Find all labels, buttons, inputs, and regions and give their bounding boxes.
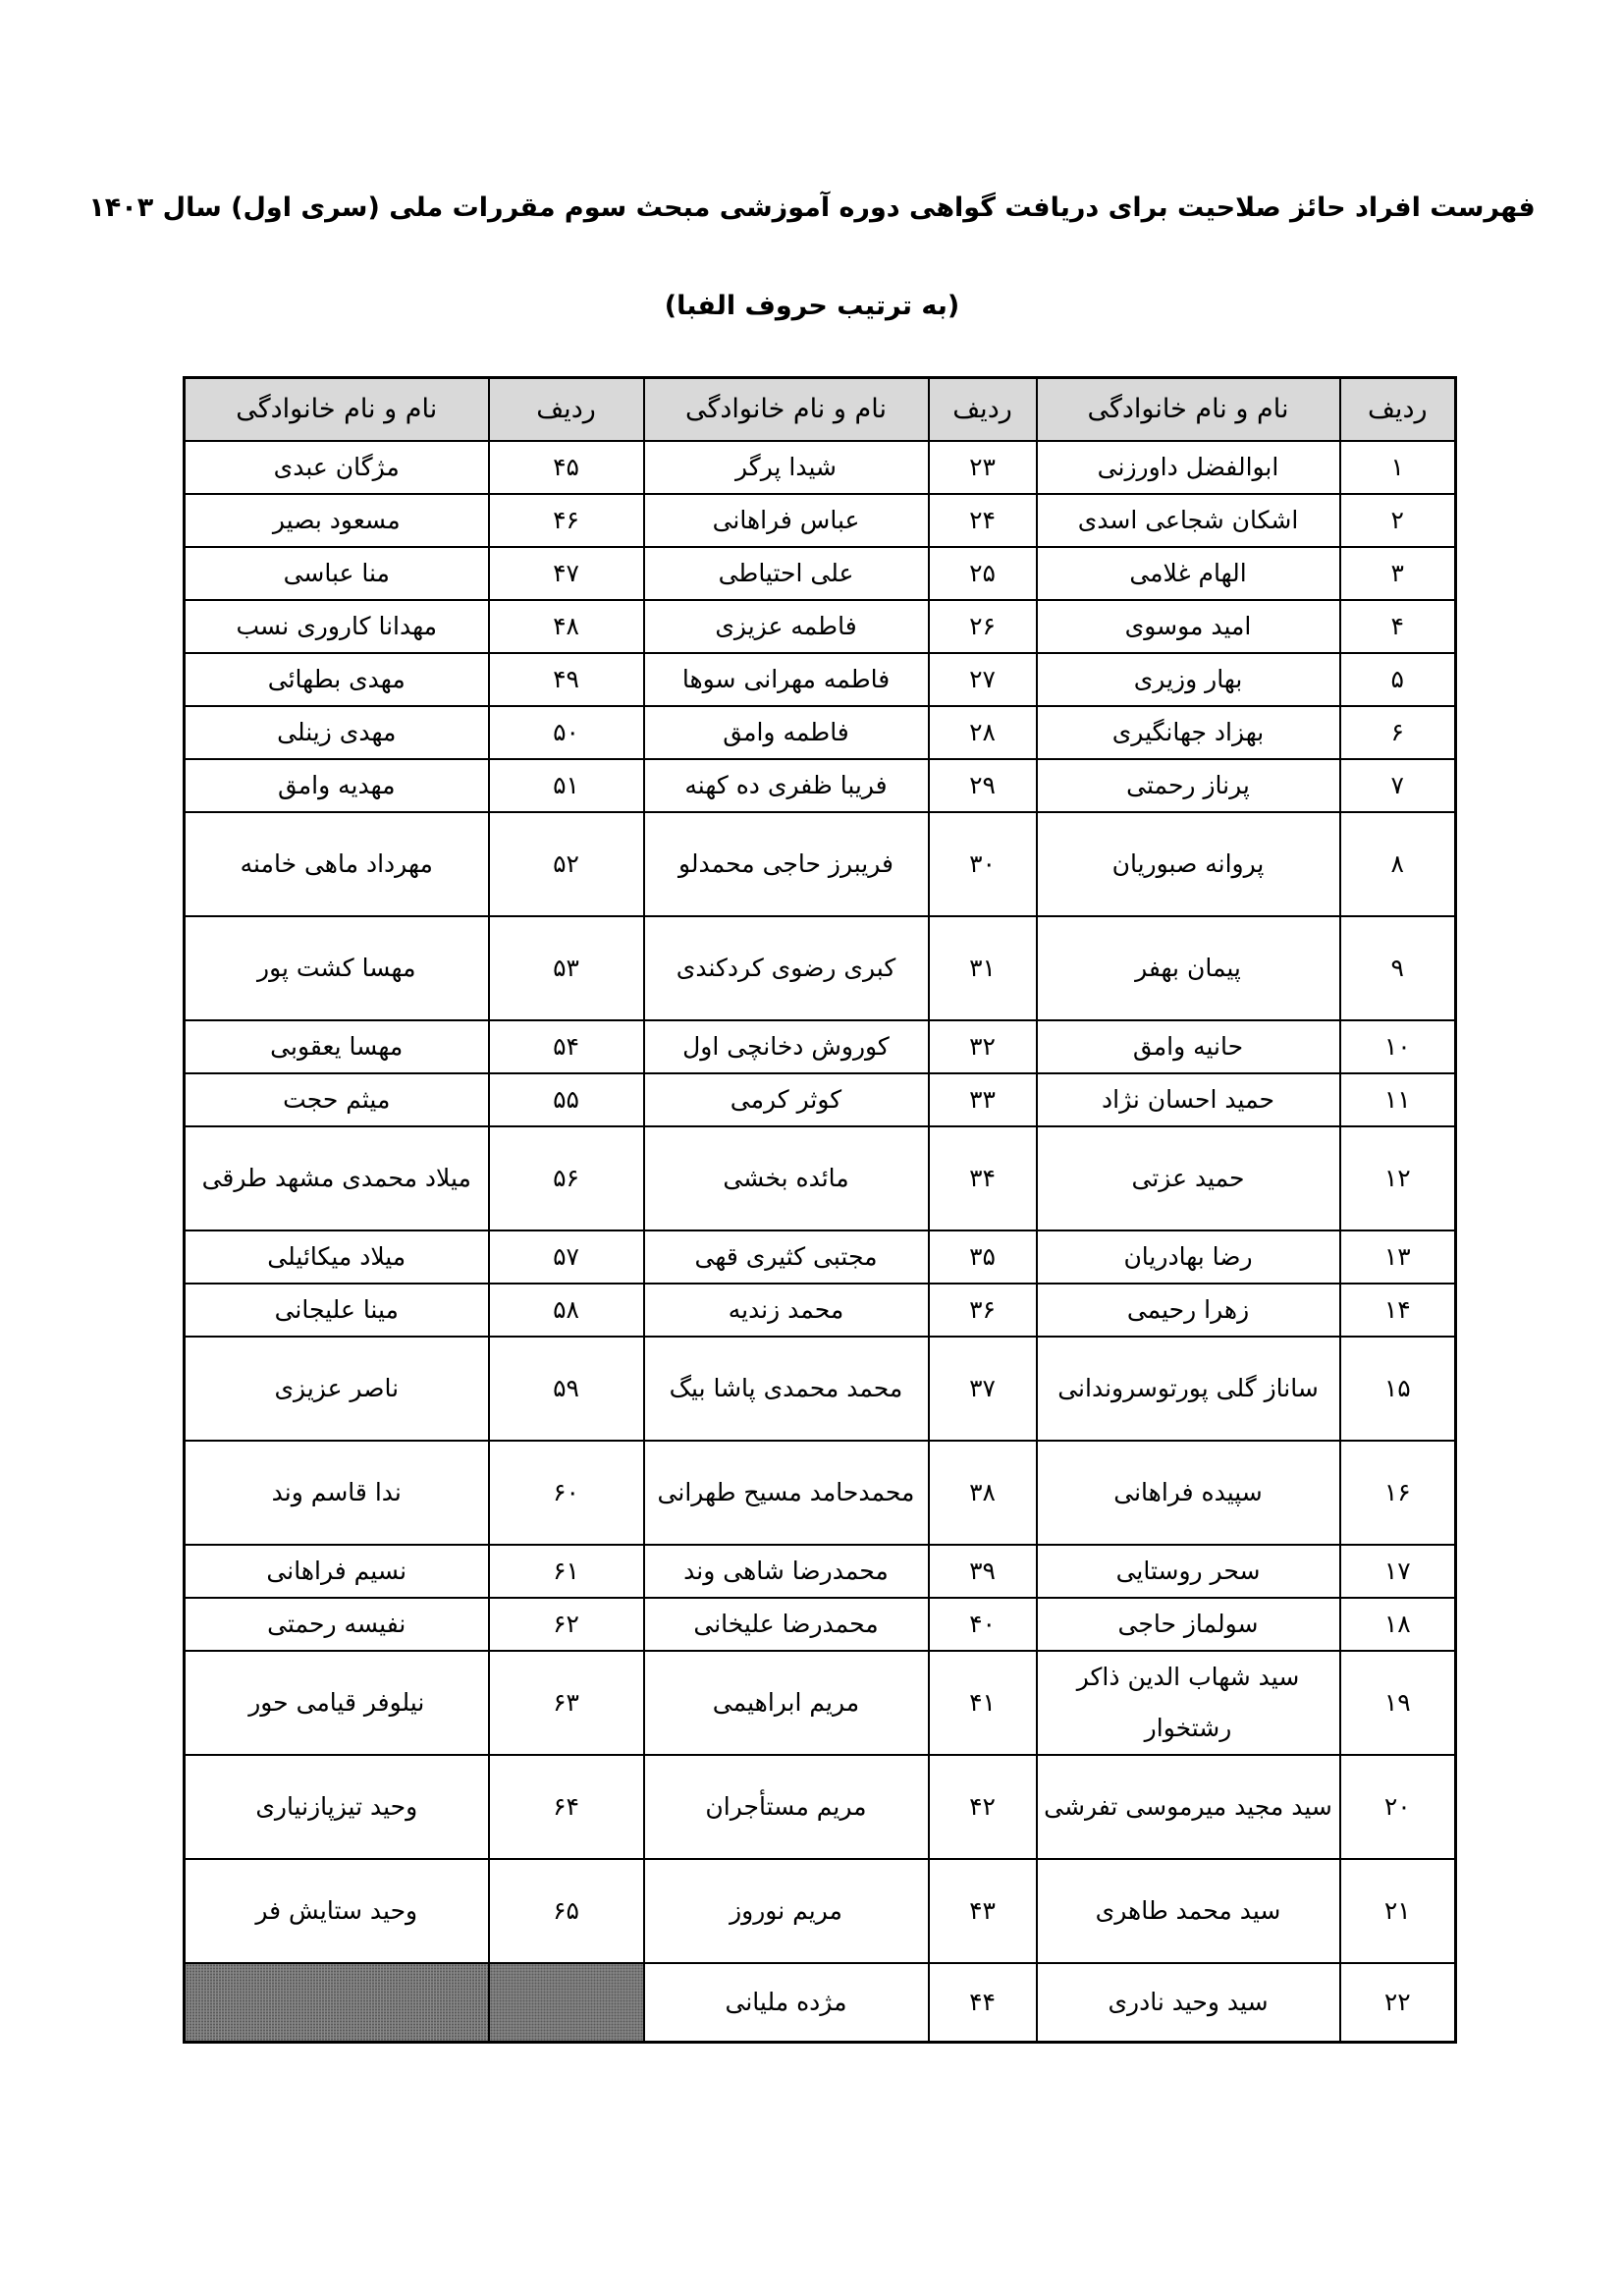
row-number-cell: ۶۰ [489,1441,644,1545]
row-number-cell: ۱۵ [1340,1337,1456,1441]
header-full-name: نام و نام خانوادگی [1037,378,1340,442]
full-name-cell: نفیسه رحمتی [185,1598,489,1651]
row-number-cell: ۳۰ [929,812,1037,916]
row-number-cell: ۲۹ [929,759,1037,812]
row-number-cell: ۶ [1340,706,1456,759]
table-row [185,706,1456,759]
full-name-cell: مژده ملیانی [644,1963,929,2043]
row-number-cell: ۵۹ [489,1337,644,1441]
empty-shaded-cell [489,1963,644,2043]
row-number-cell: ۶۵ [489,1859,644,1963]
row-number-cell: ۳۳ [929,1073,1037,1126]
row-number-cell: ۴۸ [489,600,644,653]
row-number-cell: ۱۹ [1340,1651,1456,1755]
full-name-cell: فاطمه مهرانی سوها [644,653,929,706]
row-number-cell: ۳۷ [929,1337,1037,1441]
row-number-cell: ۳۱ [929,916,1037,1020]
full-name-cell: مژگان عبدی [185,441,489,494]
full-name-cell: سید شهاب الدین ذاکر رشتخوار [1037,1651,1340,1755]
row-number-cell: ۵ [1340,653,1456,706]
full-name-cell: فریبا ظفری ده کهنه [644,759,929,812]
header-full-name: نام و نام خانوادگی [185,378,489,442]
table-row [185,1126,1456,1230]
header-row-number: ردیف [929,378,1037,442]
full-name-cell: سید وحید نادری [1037,1963,1340,2043]
table-row [185,1020,1456,1073]
full-name-cell: منا عباسی [185,547,489,600]
row-number-cell: ۶۴ [489,1755,644,1859]
table-row [185,1859,1456,1963]
full-name-cell: حانیه وامق [1037,1020,1340,1073]
header-row-number: ردیف [1340,378,1456,442]
full-name-cell: میلاد محمدی مشهد طرقی [185,1126,489,1230]
table-row [185,547,1456,600]
row-number-cell: ۳۶ [929,1284,1037,1337]
table-header-row [185,378,1456,442]
row-number-cell: ۴۰ [929,1598,1037,1651]
full-name-cell: پروانه صبوریان [1037,812,1340,916]
row-number-cell: ۱۶ [1340,1441,1456,1545]
table-row [185,494,1456,547]
row-number-cell: ۲۸ [929,706,1037,759]
full-name-cell: حمید احسان نژاد [1037,1073,1340,1126]
full-name-cell: وحید ستایش فر [185,1859,489,1963]
row-number-cell: ۱۰ [1340,1020,1456,1073]
full-name-cell: زهرا رحیمی [1037,1284,1340,1337]
full-name-cell: ساناز گلی پورتوسروندانی [1037,1337,1340,1441]
row-number-cell: ۵۴ [489,1020,644,1073]
full-name-cell: محمد زندیه [644,1284,929,1337]
row-number-cell: ۲۱ [1340,1859,1456,1963]
full-name-cell: سحر روستایی [1037,1545,1340,1598]
row-number-cell: ۵۷ [489,1230,644,1284]
header-row-number: ردیف [489,378,644,442]
full-name-cell: سید محمد طاهری [1037,1859,1340,1963]
full-name-cell: سپیده فراهانی [1037,1441,1340,1545]
row-number-cell: ۵۶ [489,1126,644,1230]
row-number-cell: ۸ [1340,812,1456,916]
full-name-cell: میثم حجت [185,1073,489,1126]
full-name-cell: نسیم فراهانی [185,1545,489,1598]
table-body [185,441,1456,2043]
row-number-cell: ۱ [1340,441,1456,494]
full-name-cell: عباس فراهانی [644,494,929,547]
row-number-cell: ۱۸ [1340,1598,1456,1651]
row-number-cell: ۴۷ [489,547,644,600]
row-number-cell: ۴۹ [489,653,644,706]
full-name-cell: مهدانا کاروری نسب [185,600,489,653]
full-name-cell: اشکان شجاعی اسدی [1037,494,1340,547]
table-row [185,1230,1456,1284]
table-row [185,759,1456,812]
row-number-cell: ۲۴ [929,494,1037,547]
row-number-cell: ۶۱ [489,1545,644,1598]
full-name-cell: کوروش دخانچی اول [644,1020,929,1073]
full-name-cell: فاطمه عزیزی [644,600,929,653]
table-row [185,1598,1456,1651]
row-number-cell: ۵۰ [489,706,644,759]
row-number-cell: ۵۵ [489,1073,644,1126]
full-name-cell: سولماز حاجی [1037,1598,1340,1651]
row-number-cell: ۳۹ [929,1545,1037,1598]
table-row [185,1963,1456,2043]
full-name-cell: ابوالفضل داورزنی [1037,441,1340,494]
full-name-cell: علی احتیاطی [644,547,929,600]
full-name-cell: محمدحامد مسیح طهرانی [644,1441,929,1545]
document-title: فهرست افراد حائز صلاحیت برای دریافت گواهی دوره آموزشی مبحث سوم مقررات ملی (سری اول) سال ۱۴۰۳ [88,192,1536,223]
full-name-cell: مریم نوروز [644,1859,929,1963]
full-name-cell: نیلوفر قیامی حور [185,1651,489,1755]
row-number-cell: ۲۳ [929,441,1037,494]
row-number-cell: ۴۴ [929,1963,1037,2043]
table-row [185,916,1456,1020]
row-number-cell: ۱۳ [1340,1230,1456,1284]
table-row [185,1651,1456,1755]
row-number-cell: ۲ [1340,494,1456,547]
row-number-cell: ۴۳ [929,1859,1037,1963]
row-number-cell: ۲۷ [929,653,1037,706]
full-name-cell: مجتبی کثیری قهی [644,1230,929,1284]
row-number-cell: ۹ [1340,916,1456,1020]
full-name-cell: شیدا پرگر [644,441,929,494]
row-number-cell: ۳۲ [929,1020,1037,1073]
full-name-cell: کبری رضوی کردکندی [644,916,929,1020]
table-row [185,1337,1456,1441]
full-name-cell: مینا علیجانی [185,1284,489,1337]
row-number-cell: ۱۷ [1340,1545,1456,1598]
full-name-cell: مهدی بطهائی [185,653,489,706]
row-number-cell: ۱۱ [1340,1073,1456,1126]
empty-shaded-cell [185,1963,489,2043]
row-number-cell: ۴۲ [929,1755,1037,1859]
row-number-cell: ۵۸ [489,1284,644,1337]
full-name-cell: سید مجید میرموسی تفرشی [1037,1755,1340,1859]
table-row [185,1441,1456,1545]
full-name-cell: محمد محمدی پاشا بیگ [644,1337,929,1441]
row-number-cell: ۵۳ [489,916,644,1020]
row-number-cell: ۵۱ [489,759,644,812]
full-name-cell: حمید عزتی [1037,1126,1340,1230]
full-name-cell: کوثر کرمی [644,1073,929,1126]
full-name-cell: ناصر عزیزی [185,1337,489,1441]
table-row [185,1545,1456,1598]
full-name-cell: مهدی زینلی [185,706,489,759]
header-full-name: نام و نام خانوادگی [644,378,929,442]
full-name-cell: میلاد میکائیلی [185,1230,489,1284]
table-row [185,1284,1456,1337]
full-name-cell: پرناز رحمتی [1037,759,1340,812]
table-row [185,600,1456,653]
full-name-cell: وحید تیزپازنیاری [185,1755,489,1859]
table-row [185,441,1456,494]
full-name-cell: فریبرز حاجی محمدلو [644,812,929,916]
full-name-cell: مریم ابراهیمی [644,1651,929,1755]
full-name-cell: مهرداد ماهی خامنه [185,812,489,916]
full-name-cell: مسعود بصیر [185,494,489,547]
full-name-cell: رضا بهادریان [1037,1230,1340,1284]
full-name-cell: بهزاد جهانگیری [1037,706,1340,759]
row-number-cell: ۳۴ [929,1126,1037,1230]
full-name-cell: مهسا کشت پور [185,916,489,1020]
row-number-cell: ۵۲ [489,812,644,916]
row-number-cell: ۷ [1340,759,1456,812]
full-name-cell: مائده بخشی [644,1126,929,1230]
row-number-cell: ۴۱ [929,1651,1037,1755]
row-number-cell: ۳۵ [929,1230,1037,1284]
full-name-cell: فاطمه وامق [644,706,929,759]
full-name-cell: الهام غلامی [1037,547,1340,600]
row-number-cell: ۳۸ [929,1441,1037,1545]
row-number-cell: ۲۰ [1340,1755,1456,1859]
row-number-cell: ۱۴ [1340,1284,1456,1337]
qualified-persons-table [183,376,1457,2044]
row-number-cell: ۲۵ [929,547,1037,600]
row-number-cell: ۲۲ [1340,1963,1456,2043]
row-number-cell: ۱۲ [1340,1126,1456,1230]
row-number-cell: ۴۵ [489,441,644,494]
document-subtitle: (به ترتیب حروف الفبا) [664,291,960,321]
full-name-cell: پیمان بهفر [1037,916,1340,1020]
full-name-cell: امید موسوی [1037,600,1340,653]
row-number-cell: ۴ [1340,600,1456,653]
row-number-cell: ۶۳ [489,1651,644,1755]
full-name-cell: محمدرضا علیخانی [644,1598,929,1651]
row-number-cell: ۲۶ [929,600,1037,653]
row-number-cell: ۳ [1340,547,1456,600]
full-name-cell: ندا قاسم وند [185,1441,489,1545]
table-row [185,1755,1456,1859]
full-name-cell: محمدرضا شاهی وند [644,1545,929,1598]
row-number-cell: ۴۶ [489,494,644,547]
full-name-cell: مهسا یعقوبی [185,1020,489,1073]
row-number-cell: ۶۲ [489,1598,644,1651]
table-row [185,812,1456,916]
table-row [185,1073,1456,1126]
full-name-cell: مریم مستأجران [644,1755,929,1859]
full-name-cell: بهار وزیری [1037,653,1340,706]
table-row [185,653,1456,706]
full-name-cell: مهدیه وامق [185,759,489,812]
